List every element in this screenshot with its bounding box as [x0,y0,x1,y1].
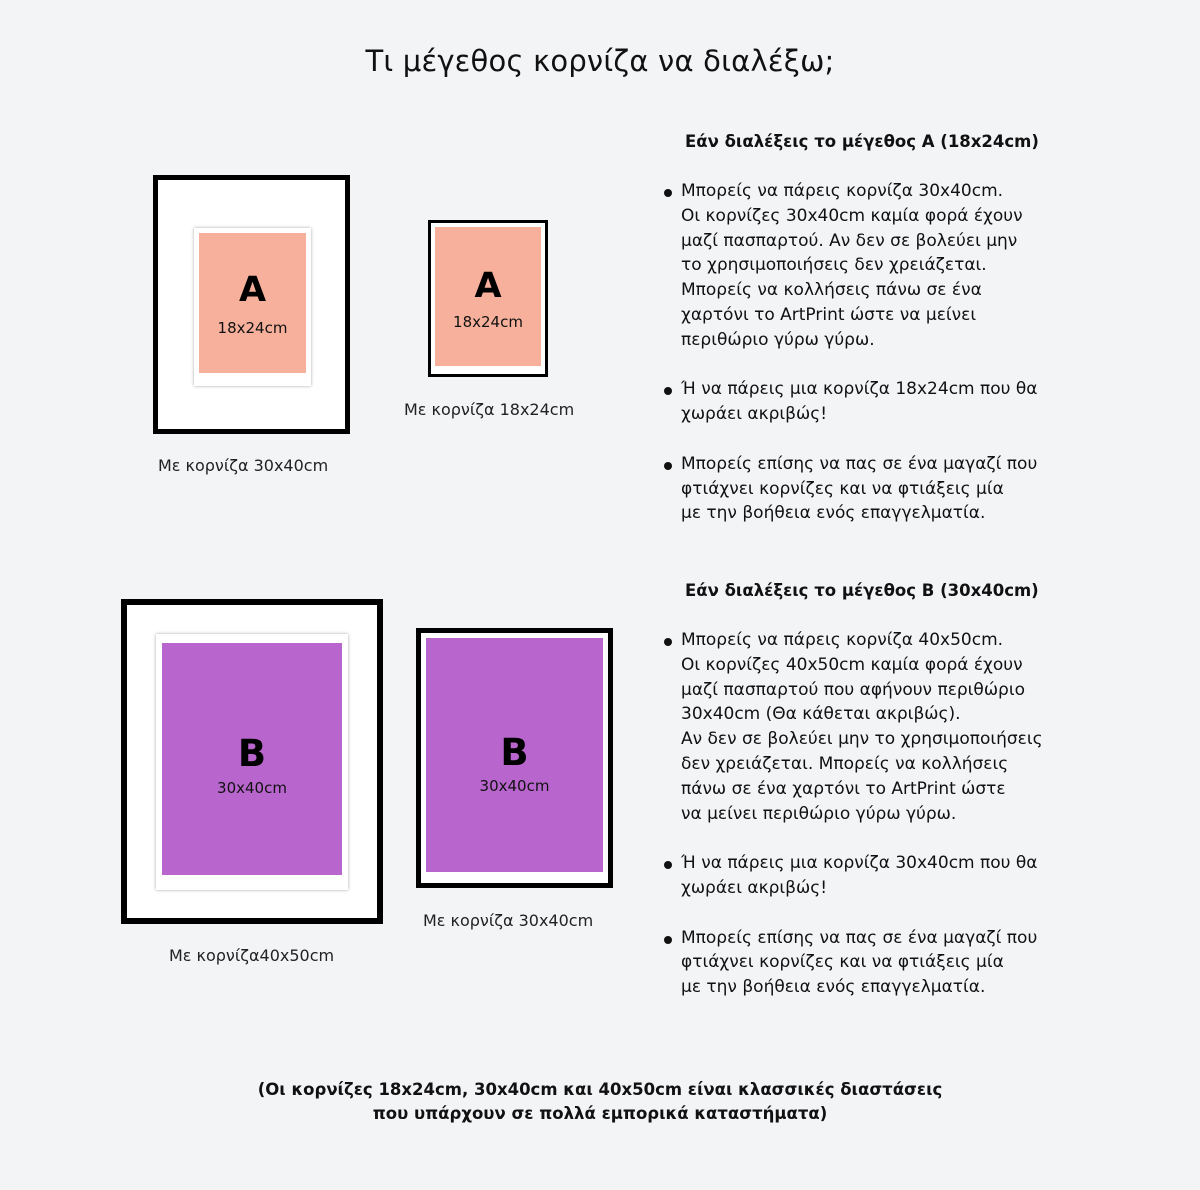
letter-a-large: A [238,270,267,310]
size-label-a-small: 18x24cm [453,313,523,331]
print-a-small [435,227,541,366]
mat-b-large [156,634,348,890]
print-b-small [426,638,603,872]
section-a-bullets [664,179,1084,551]
frame-b-large [121,599,383,924]
frame-b-small [416,628,613,888]
caption-a-large: Με κορνίζα 30x40cm [158,456,329,475]
section-a-bullet: Μπορείς επίσης να πας σε ένα μαγαζί που φτιάχνει κορνίζες και να φτιάξεις μία με την βοήθεια ενός επαγγελματία. [664,452,1084,526]
section-a-bullet: Μπορείς να πάρεις κορνίζα 30x40cm. Οι κορνίζες 30x40cm καμία φορά έχουν μαζί πασπαρτού. Αν δεν σε βολεύει μην το χρησιμοποιήσεις δεν χρειάζεται. Μπορείς να κολλήσεις πάνω σε ένα χαρτόνι το ArtPrint ώστε να μείνει περιθώριο γύρω γύρω. [664,179,1084,353]
caption-b-large: Με κορνίζα40x50cm [169,946,335,965]
footer-line-1: (Οι κορνίζες 18x24cm, 30x40cm και 40x50cm είναι κλασσικές διαστάσεις [257,1080,943,1099]
section-b-bullet: Μπορείς επίσης να πας σε ένα μαγαζί που φτιάχνει κορνίζες και να φτιάξεις μία με την βοήθεια ενός επαγγελματία. [664,926,1084,1000]
letter-a-small: A [474,266,502,306]
size-label-b-small: 30x40cm [479,777,550,795]
footer-note [0,1078,1200,1126]
caption-a-small: Με κορνίζα 18x24cm [404,400,575,419]
section-b-bullets [664,628,1084,1025]
section-b-bullet: Μπορείς να πάρεις κορνίζα 40x50cm. Οι κορνίζες 40x50cm καμία φορά έχουν μαζί πασπαρτού που αφήνουν περιθώριο 30x40cm (Θα κάθεται ακριβώς). Αν δεν σε βολεύει μην το χρησιμοποιήσεις δεν χρειάζεται. Μπορείς να κολλήσεις πάνω σε ένα χαρτόνι το ArtPrint ώστε να μείνει περιθώριο γύρω γύρω. [664,628,1084,826]
print-b-large [162,643,342,875]
frame-a-large [153,175,350,434]
caption-b-small: Με κορνίζα 30x40cm [423,911,594,930]
size-label-b-large: 30x40cm [217,779,287,797]
section-a-bullet: Ή να πάρεις μια κορνίζα 18x24cm που θα χωράει ακριβώς! [664,377,1084,427]
mat-a-large [194,228,311,386]
section-b-heading: Εάν διαλέξεις το μέγεθος B (30x40cm) [685,581,1039,600]
frame-a-small [428,220,548,377]
size-label-a-large: 18x24cm [217,319,288,337]
page-title: Τι μέγεθος κορνίζα να διαλέξω; [365,44,835,78]
section-a-heading: Εάν διαλέξεις το μέγεθος A (18x24cm) [685,132,1039,151]
print-a-large [199,233,306,373]
letter-b-small: B [500,731,529,774]
section-b-bullet: Ή να πάρεις μια κορνίζα 30x40cm που θα χωράει ακριβώς! [664,851,1084,901]
letter-b-large: B [237,732,267,775]
footer-line-2: που υπάρχουν σε πολλά εμπορικά καταστήματα) [372,1104,828,1123]
